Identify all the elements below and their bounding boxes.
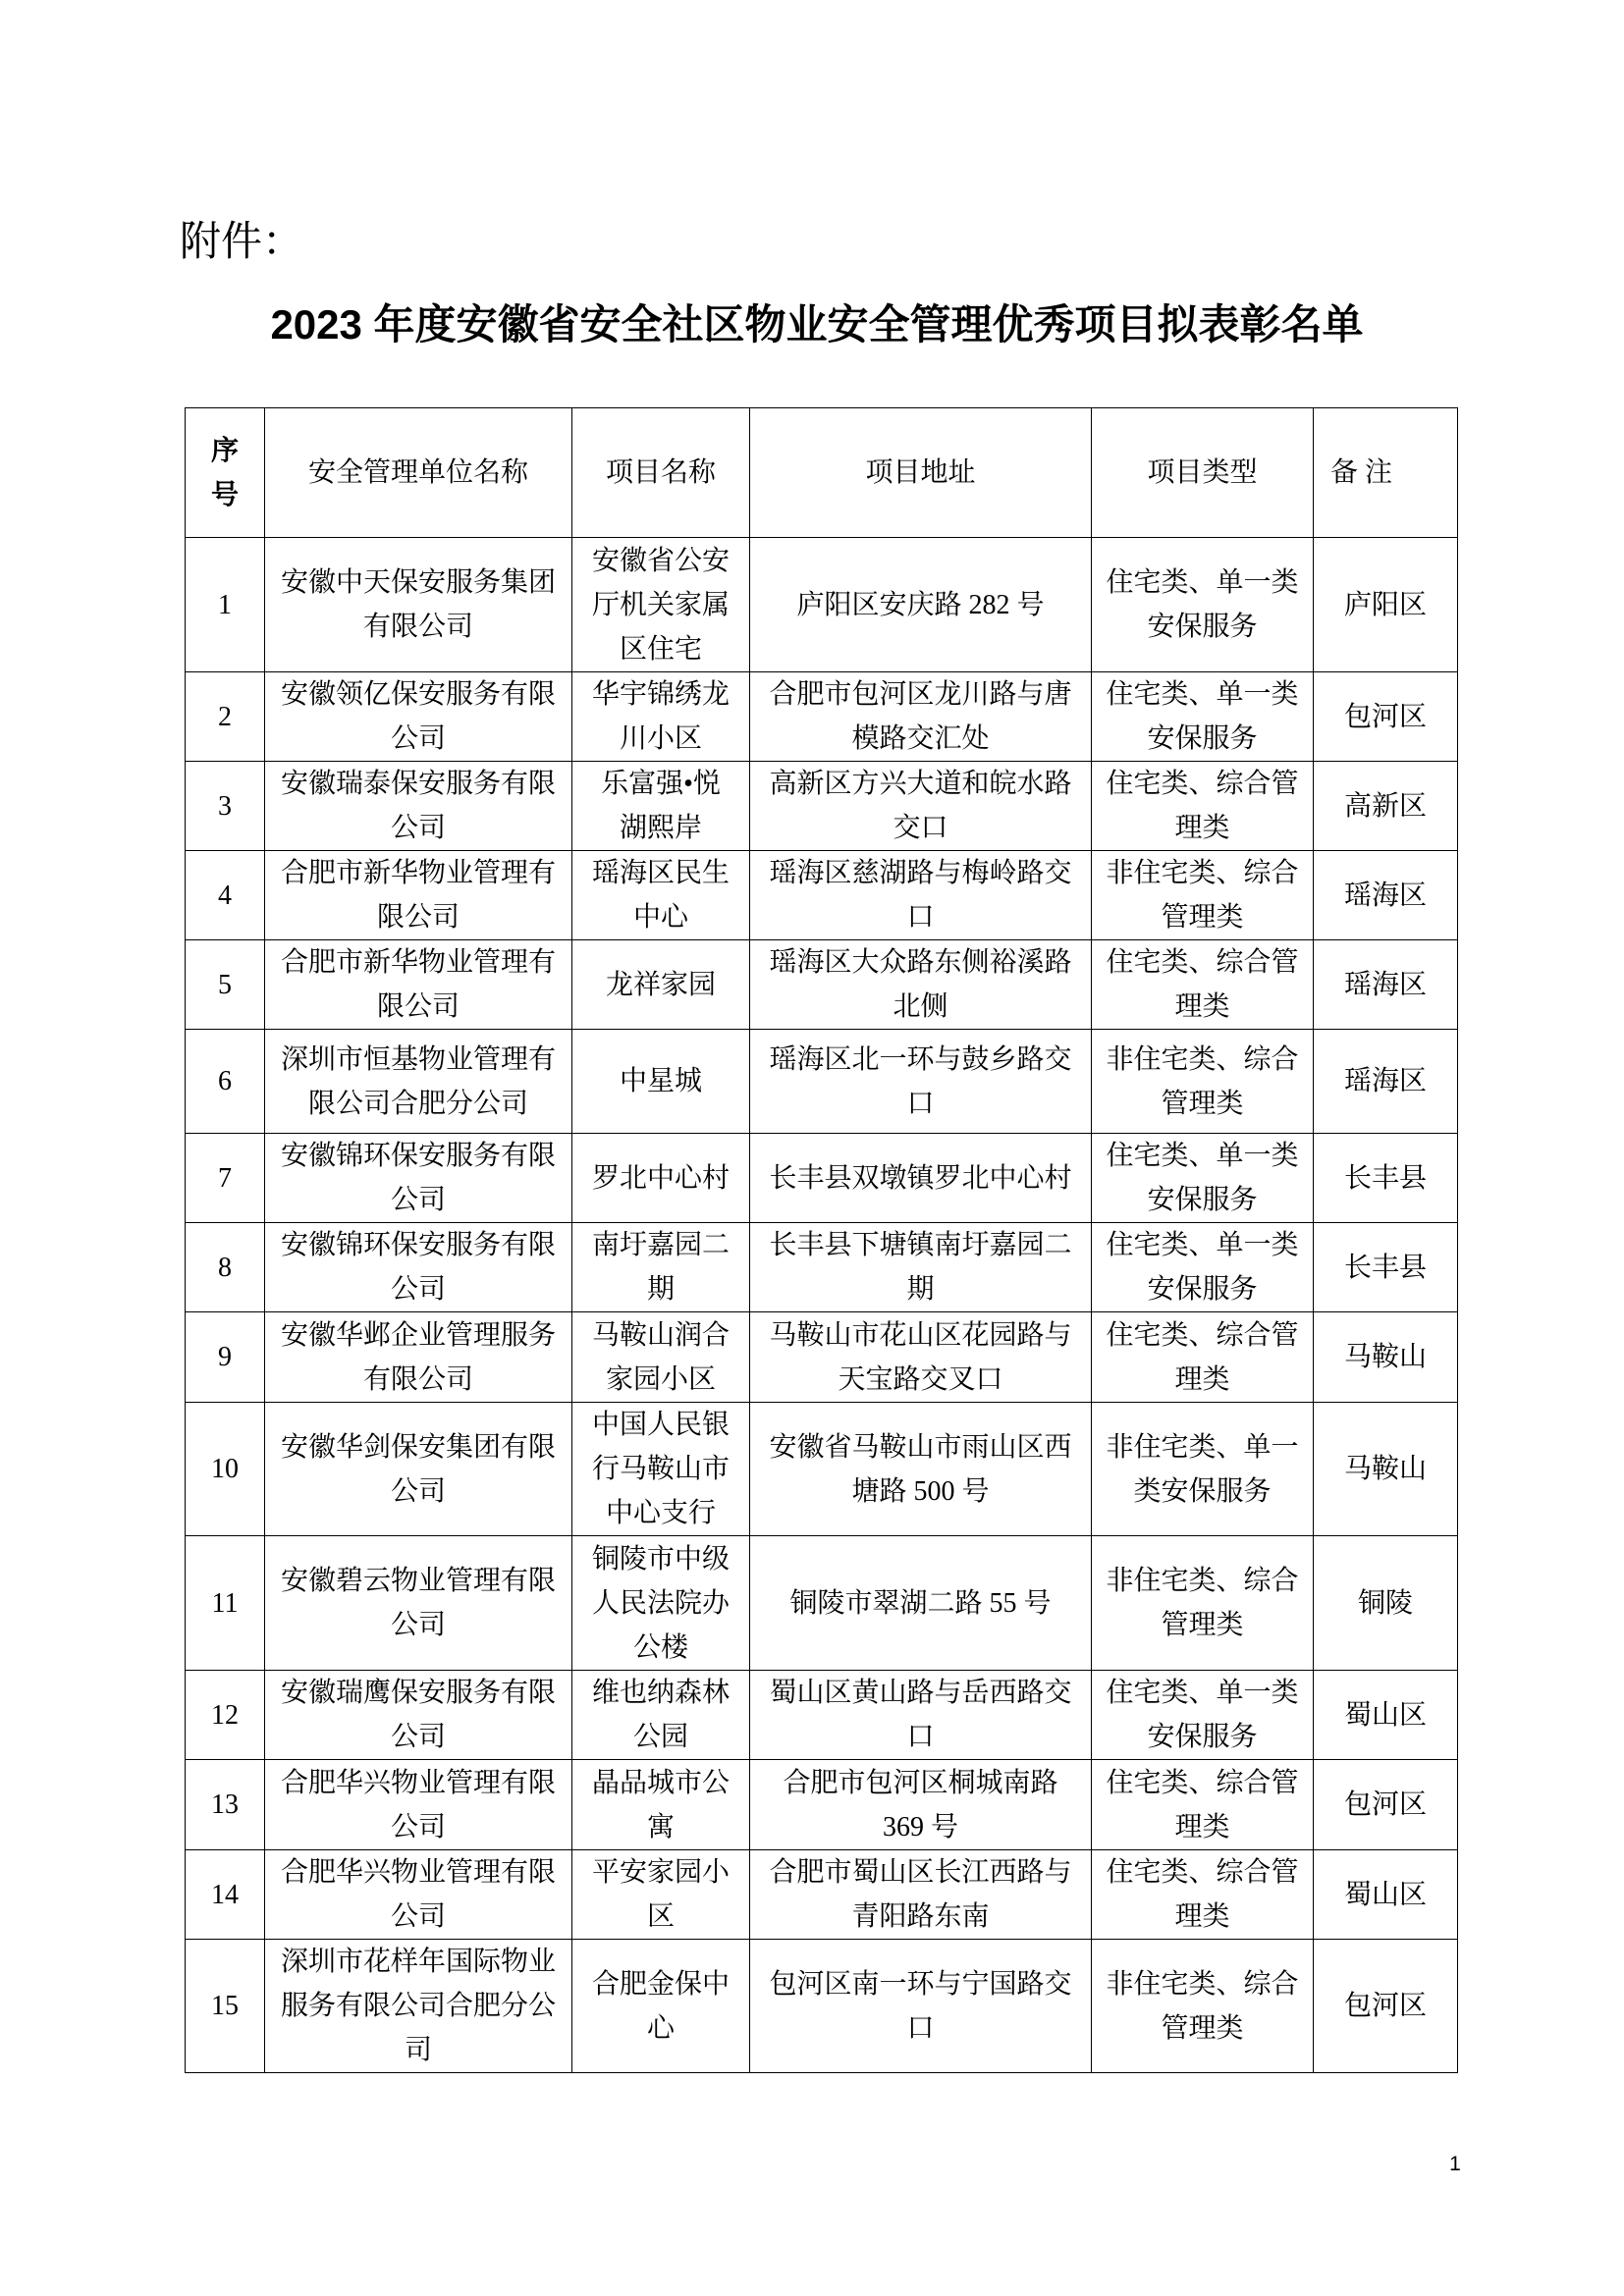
- cell-remark: 包河区: [1314, 672, 1458, 762]
- cell-project-name: 维也纳森林 公园: [572, 1671, 750, 1760]
- cell-project-address: 合肥市包河区龙川路与唐 模路交汇处: [750, 672, 1092, 762]
- table-row: [186, 1223, 1458, 1312]
- cell-remark: 包河区: [1314, 1760, 1458, 1850]
- cell-project-address: 包河区南一环与宁国路交 口: [750, 1940, 1092, 2073]
- table-row: [186, 851, 1458, 940]
- cell-remark: 包河区: [1314, 1940, 1458, 2073]
- header-management-unit: 安全管理单位名称: [265, 408, 572, 538]
- cell-management-unit: 合肥华兴物业管理有限 公司: [265, 1760, 572, 1850]
- cell-project-name: 龙祥家园: [572, 940, 750, 1030]
- cell-project-address: 瑶海区慈湖路与梅岭路交 口: [750, 851, 1092, 940]
- cell-project-name: 平安家园小 区: [572, 1850, 750, 1940]
- cell-management-unit: 合肥市新华物业管理有 限公司: [265, 940, 572, 1030]
- cell-project-type: 非住宅类、单一 类安保服务: [1092, 1403, 1314, 1536]
- cell-project-type: 住宅类、综合管 理类: [1092, 1850, 1314, 1940]
- cell-management-unit: 安徽中天保安服务集团 有限公司: [265, 538, 572, 672]
- cell-project-address: 蜀山区黄山路与岳西路交 口: [750, 1671, 1092, 1760]
- table-row: [186, 1850, 1458, 1940]
- cell-project-name: 合肥金保中 心: [572, 1940, 750, 2073]
- cell-project-type: 住宅类、单一类 安保服务: [1092, 672, 1314, 762]
- table-row: [186, 1671, 1458, 1760]
- table-row: [186, 1940, 1458, 2073]
- table-row: [186, 1030, 1458, 1134]
- cell-project-address: 庐阳区安庆路 282 号: [750, 538, 1092, 672]
- table-row: [186, 672, 1458, 762]
- cell-project-type: 住宅类、综合管 理类: [1092, 1760, 1314, 1850]
- cell-serial-number: 12: [186, 1671, 265, 1760]
- cell-serial-number: 9: [186, 1312, 265, 1403]
- table-row: [186, 940, 1458, 1030]
- cell-project-address: 长丰县双墩镇罗北中心村: [750, 1134, 1092, 1223]
- cell-management-unit: 安徽瑞鹰保安服务有限 公司: [265, 1671, 572, 1760]
- cell-project-type: 住宅类、单一类 安保服务: [1092, 1223, 1314, 1312]
- cell-project-name: 中星城: [572, 1030, 750, 1134]
- cell-project-name: 安徽省公安 厅机关家属 区住宅: [572, 538, 750, 672]
- header-project-type: 项目类型: [1092, 408, 1314, 538]
- page-number: 1: [1449, 2153, 1461, 2175]
- cell-project-name: 晶品城市公 寓: [572, 1760, 750, 1850]
- cell-project-name: 铜陵市中级 人民法院办 公楼: [572, 1536, 750, 1671]
- cell-management-unit: 安徽瑞泰保安服务有限 公司: [265, 762, 572, 851]
- cell-project-type: 住宅类、单一类 安保服务: [1092, 1671, 1314, 1760]
- cell-project-type: 非住宅类、综合 管理类: [1092, 1940, 1314, 2073]
- cell-project-name: 中国人民银 行马鞍山市 中心支行: [572, 1403, 750, 1536]
- cell-project-name: 马鞍山润合 家园小区: [572, 1312, 750, 1403]
- cell-project-type: 住宅类、综合管 理类: [1092, 762, 1314, 851]
- header-serial-number: 序 号: [186, 408, 265, 538]
- cell-remark: 长丰县: [1314, 1134, 1458, 1223]
- cell-project-name: 瑶海区民生 中心: [572, 851, 750, 940]
- cell-project-address: 瑶海区大众路东侧裕溪路 北侧: [750, 940, 1092, 1030]
- table-row: [186, 1134, 1458, 1223]
- cell-project-address: 马鞍山市花山区花园路与 天宝路交叉口: [750, 1312, 1092, 1403]
- cell-project-address: 瑶海区北一环与鼓乡路交 口: [750, 1030, 1092, 1134]
- cell-project-name: 乐富强•悦 湖熙岸: [572, 762, 750, 851]
- cell-serial-number: 11: [186, 1536, 265, 1671]
- table-body: [186, 538, 1458, 2073]
- cell-serial-number: 6: [186, 1030, 265, 1134]
- cell-management-unit: 安徽锦环保安服务有限 公司: [265, 1223, 572, 1312]
- cell-management-unit: 合肥市新华物业管理有 限公司: [265, 851, 572, 940]
- cell-project-name: 罗北中心村: [572, 1134, 750, 1223]
- cell-serial-number: 7: [186, 1134, 265, 1223]
- cell-project-address: 合肥市蜀山区长江西路与 青阳路东南: [750, 1850, 1092, 1940]
- cell-remark: 铜陵: [1314, 1536, 1458, 1671]
- cell-remark: 马鞍山: [1314, 1403, 1458, 1536]
- cell-project-type: 住宅类、单一类 安保服务: [1092, 538, 1314, 672]
- cell-serial-number: 1: [186, 538, 265, 672]
- cell-serial-number: 10: [186, 1403, 265, 1536]
- cell-project-type: 住宅类、综合管 理类: [1092, 940, 1314, 1030]
- cell-management-unit: 合肥华兴物业管理有限 公司: [265, 1850, 572, 1940]
- table-row: [186, 1536, 1458, 1671]
- cell-remark: 蜀山区: [1314, 1671, 1458, 1760]
- table-row: [186, 762, 1458, 851]
- cell-serial-number: 3: [186, 762, 265, 851]
- cell-remark: 高新区: [1314, 762, 1458, 851]
- cell-project-type: 非住宅类、综合 管理类: [1092, 1030, 1314, 1134]
- cell-management-unit: 安徽碧云物业管理有限 公司: [265, 1536, 572, 1671]
- table-header-row: [186, 408, 1458, 538]
- cell-management-unit: 安徽华邺企业管理服务 有限公司: [265, 1312, 572, 1403]
- table-header: [186, 408, 1458, 538]
- cell-remark: 马鞍山: [1314, 1312, 1458, 1403]
- cell-project-address: 长丰县下塘镇南圩嘉园二 期: [750, 1223, 1092, 1312]
- header-project-address: 项目地址: [750, 408, 1092, 538]
- honor-list-table: [185, 407, 1458, 2073]
- cell-serial-number: 15: [186, 1940, 265, 2073]
- cell-remark: 瑶海区: [1314, 851, 1458, 940]
- cell-management-unit: 安徽华剑保安集团有限 公司: [265, 1403, 572, 1536]
- table-row: [186, 538, 1458, 672]
- document-title: 2023 年度安徽省安全社区物业安全管理优秀项目拟表彰名单: [270, 301, 1364, 347]
- table-row: [186, 1312, 1458, 1403]
- cell-project-address: 高新区方兴大道和皖水路 交口: [750, 762, 1092, 851]
- cell-management-unit: 深圳市花样年国际物业 服务有限公司合肥分公 司: [265, 1940, 572, 2073]
- cell-project-type: 住宅类、综合管 理类: [1092, 1312, 1314, 1403]
- cell-project-type: 非住宅类、综合 管理类: [1092, 1536, 1314, 1671]
- cell-serial-number: 13: [186, 1760, 265, 1850]
- cell-serial-number: 2: [186, 672, 265, 762]
- cell-remark: 庐阳区: [1314, 538, 1458, 672]
- cell-project-name: 华宇锦绣龙 川小区: [572, 672, 750, 762]
- cell-remark: 瑶海区: [1314, 940, 1458, 1030]
- cell-project-type: 住宅类、单一类 安保服务: [1092, 1134, 1314, 1223]
- cell-remark: 长丰县: [1314, 1223, 1458, 1312]
- cell-project-address: 安徽省马鞍山市雨山区西 塘路 500 号: [750, 1403, 1092, 1536]
- header-remark: 备 注: [1314, 408, 1458, 538]
- cell-remark: 瑶海区: [1314, 1030, 1458, 1134]
- cell-project-address: 合肥市包河区桐城南路 369 号: [750, 1760, 1092, 1850]
- cell-project-address: 铜陵市翠湖二路 55 号: [750, 1536, 1092, 1671]
- cell-project-name: 南圩嘉园二 期: [572, 1223, 750, 1312]
- cell-remark: 蜀山区: [1314, 1850, 1458, 1940]
- cell-management-unit: 深圳市恒基物业管理有 限公司合肥分公司: [265, 1030, 572, 1134]
- cell-management-unit: 安徽领亿保安服务有限 公司: [265, 672, 572, 762]
- header-project-name: 项目名称: [572, 408, 750, 538]
- cell-project-type: 非住宅类、综合 管理类: [1092, 851, 1314, 940]
- cell-serial-number: 5: [186, 940, 265, 1030]
- cell-serial-number: 4: [186, 851, 265, 940]
- table-row: [186, 1403, 1458, 1536]
- cell-management-unit: 安徽锦环保安服务有限 公司: [265, 1134, 572, 1223]
- cell-serial-number: 8: [186, 1223, 265, 1312]
- attachment-label: 附件：: [180, 220, 304, 265]
- table-row: [186, 1760, 1458, 1850]
- cell-serial-number: 14: [186, 1850, 265, 1940]
